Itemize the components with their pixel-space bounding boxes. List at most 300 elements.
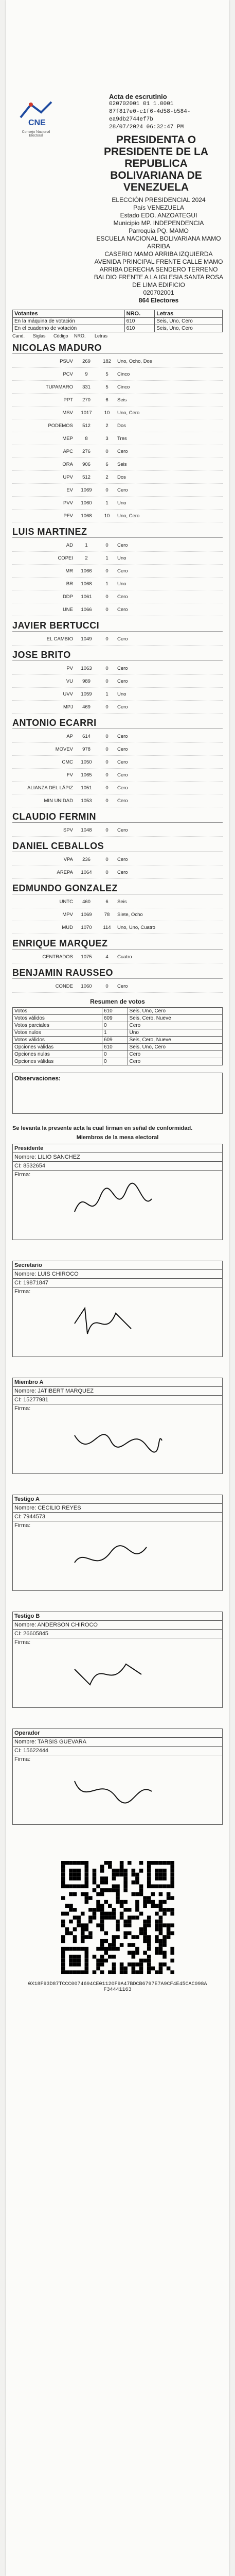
row-maquina-letras: Seis, Uno, Cero: [155, 318, 223, 325]
party-row: [12, 419, 223, 432]
member-firma: [13, 1638, 222, 1707]
party-votos: 0: [105, 487, 109, 493]
party-codigo: 1069: [81, 487, 92, 493]
party-letras: Cero: [117, 704, 128, 710]
party-siglas: VPA: [63, 856, 73, 862]
party-votos: 1: [105, 581, 109, 587]
party-letras: Cero: [117, 606, 128, 613]
member-nombre: Nombre: JATIBERT MARQUEZ: [13, 1387, 222, 1396]
party-siglas: MR: [65, 568, 73, 574]
qr-code: [61, 1861, 174, 1974]
municipio: Municipio MP. INDEPENDENCIA: [113, 219, 204, 227]
member-nombre: Nombre: TARSIS GUEVARA: [13, 1738, 222, 1747]
firma-label: Firma:: [14, 1289, 31, 1295]
party-votos: 0: [105, 983, 109, 989]
th-nro: NRO.: [124, 310, 155, 318]
party-votos: 0: [105, 594, 109, 600]
election-name: ELECCIÓN PRESIDENCIAL 2024: [112, 196, 206, 204]
member-nombre: Nombre: LILIO SANCHEZ: [13, 1153, 222, 1162]
resumen-nro: 610: [102, 1008, 128, 1015]
signature-mark: [69, 1649, 172, 1700]
resumen-row: [13, 1015, 223, 1022]
member-block: [12, 1495, 223, 1591]
party-votos: 0: [105, 785, 109, 791]
resumen-nro: 0: [102, 1051, 128, 1058]
party-row: [12, 730, 223, 743]
party-siglas: PCV: [63, 371, 73, 377]
party-row: [12, 895, 223, 908]
member-firma: [13, 1171, 222, 1240]
members-list: [6, 1144, 229, 1845]
party-codigo: 1059: [81, 691, 92, 697]
resumen-letras: Seis, Cero, Nueve: [128, 1037, 222, 1044]
resumen-nro: 0: [102, 1058, 128, 1065]
party-siglas: AP: [66, 733, 73, 739]
party-letras: Seis: [117, 899, 127, 905]
party-row: [12, 539, 223, 552]
member-gap: [6, 1357, 229, 1378]
party-letras: Seis: [117, 397, 127, 403]
party-codigo: 1064: [81, 869, 92, 875]
party-letras: Cero: [117, 568, 128, 574]
member-block: [12, 1261, 223, 1357]
resumen-nro: 1: [102, 1029, 128, 1037]
sub-nro: NRO.: [74, 333, 86, 338]
party-siglas: COPEI: [58, 555, 73, 561]
party-codigo: 1065: [81, 772, 92, 778]
party-siglas: TUPAMARO: [45, 384, 73, 390]
party-codigo: 1068: [81, 581, 92, 587]
row-cuaderno-label: En el cuaderno de votación: [13, 325, 125, 332]
candidate-name: NICOLAS MADURO: [12, 343, 223, 354]
party-siglas: APC: [63, 448, 73, 454]
party-codigo: 1053: [81, 798, 92, 804]
party-codigo: 1069: [81, 911, 92, 918]
member-ci: CI: 15277981: [13, 1396, 222, 1404]
resumen-row: [13, 1044, 223, 1051]
row-maquina-label: En la máquina de votación: [13, 318, 125, 325]
signature-mark: [69, 1766, 172, 1817]
sub-letras: Letras: [95, 333, 108, 338]
party-votos: 6: [105, 397, 109, 403]
party-codigo: 1049: [81, 636, 92, 642]
party-codigo: 1063: [81, 665, 92, 671]
resumen-row: [13, 1037, 223, 1044]
party-row: [12, 701, 223, 714]
resumen-letras: Seis, Cero, Nueve: [128, 1015, 222, 1022]
member-ci: CI: 19871847: [13, 1279, 222, 1287]
candidate-name: BENJAMIN RAUSSEO: [12, 968, 223, 979]
party-votos: 0: [105, 746, 109, 752]
party-letras: Uno, Uno, Cuatro: [117, 924, 155, 930]
member-block: [12, 1612, 223, 1708]
parroquia: Parroquia PQ. MAMO: [129, 227, 189, 234]
member-nombre: Nombre: CECILIO REYES: [13, 1504, 222, 1513]
member-firma: [13, 1755, 222, 1824]
estado: Estado EDO. ANZOATEGUI: [120, 212, 197, 219]
party-letras: Cero: [117, 827, 128, 833]
acta-datetime: 28/07/2024 06:32:47 PM: [109, 124, 184, 130]
party-row: [12, 590, 223, 603]
party-codigo: 331: [82, 384, 91, 390]
acta-ticket: [6, 0, 229, 2576]
signature-mark: [69, 1298, 172, 1349]
party-siglas: MEP: [62, 435, 73, 442]
party-row: [12, 794, 223, 807]
party-row: [12, 445, 223, 458]
party-siglas: MIN UNIDAD: [44, 798, 73, 804]
signature-mark: [69, 1532, 172, 1583]
party-row: [12, 458, 223, 471]
party-row: [12, 394, 223, 406]
party-row: [12, 951, 223, 963]
member-ci: CI: 15622444: [13, 1747, 222, 1755]
electores: 864 Electores: [138, 297, 179, 304]
party-letras: Seis: [117, 461, 127, 467]
candidate-name: ENRIQUE MARQUEZ: [12, 938, 223, 950]
member-role: Presidente: [13, 1144, 222, 1153]
direccion: CASERIO MAMO ARRIBA IZQUIERDA AVENIDA PRINCIPAL FRENTE CALLE MAMO ARRIBA DERECHA SENDERO TERRENO BALDIO FRENTE A LA IGLESIA SANTA ROSA DE LIMA EDIFICIO: [94, 250, 224, 289]
member-role: Operador: [13, 1729, 222, 1738]
party-row: [12, 824, 223, 837]
party-votos: 2: [105, 422, 109, 429]
resumen-nro: 609: [102, 1037, 128, 1044]
party-codigo: 2: [85, 555, 88, 561]
member-gap: [6, 1591, 229, 1612]
resumen-letras: Seis, Uno, Cero: [128, 1008, 222, 1015]
party-codigo: 1066: [81, 606, 92, 613]
party-siglas: EV: [66, 487, 73, 493]
signature-mark: [69, 1415, 172, 1466]
observaciones-label: Observaciones:: [14, 1075, 61, 1082]
party-letras: Uno, Cero: [117, 513, 140, 519]
party-votos: 0: [105, 665, 109, 671]
party-row: [12, 908, 223, 921]
party-siglas: PODEMOS: [48, 422, 73, 429]
party-letras: Cero: [117, 772, 128, 778]
party-votos: 0: [105, 568, 109, 574]
codigo: 020702001: [143, 289, 174, 296]
resumen-row: [13, 1058, 223, 1065]
party-votos: 10: [104, 513, 110, 519]
party-votos: 1: [105, 555, 109, 561]
party-letras: Cero: [117, 594, 128, 600]
resumen-label: Opciones nulas: [13, 1051, 102, 1058]
pais: País VENEZUELA: [133, 204, 184, 211]
party-siglas: UNTC: [59, 899, 73, 905]
party-siglas: AD: [66, 542, 73, 548]
member-block: [12, 1144, 223, 1240]
party-letras: Cinco: [117, 371, 130, 377]
resumen-letras: Uno: [128, 1029, 222, 1037]
party-siglas: AREPA: [57, 869, 73, 875]
party-codigo: 512: [82, 474, 91, 480]
firma-label: Firma:: [14, 1522, 31, 1529]
party-siglas: SPV: [63, 827, 73, 833]
party-letras: Cero: [117, 678, 128, 684]
party-codigo: 236: [82, 856, 91, 862]
header: [6, 0, 229, 185]
party-codigo: 469: [82, 704, 91, 710]
party-codigo: 1060: [81, 500, 92, 506]
party-siglas: UVV: [63, 691, 73, 697]
party-codigo: 989: [82, 678, 91, 684]
acta-title: Acta de escrutinio: [109, 93, 167, 100]
party-siglas: PSUV: [60, 358, 73, 364]
member-block: [12, 1728, 223, 1825]
member-ci: CI: 7944573: [13, 1513, 222, 1521]
member-role: Miembro A: [13, 1378, 222, 1387]
party-codigo: 1050: [81, 759, 92, 765]
party-row: [12, 980, 223, 993]
party-codigo: 978: [82, 746, 91, 752]
member-nombre: Nombre: ANDERSON CHIROCO: [13, 1621, 222, 1630]
resumen-label: Opciones válidas: [13, 1044, 102, 1051]
party-siglas: FV: [66, 772, 73, 778]
party-row: [12, 603, 223, 616]
party-votos: 10: [104, 410, 110, 416]
party-siglas: PPT: [63, 397, 73, 403]
member-ci: CI: 26605845: [13, 1630, 222, 1638]
member-role: Testigo A: [13, 1495, 222, 1504]
party-votos: 0: [105, 856, 109, 862]
party-row: [12, 633, 223, 646]
logo-subtitle: Consejo Nacional Electoral: [22, 130, 50, 138]
president-title: PRESIDENTA O PRESIDENTE DE LA REPUBLICA BOLIVARIANA DE VENEZUELA: [103, 134, 209, 193]
resumen-label: Votos válidos: [13, 1015, 102, 1022]
party-codigo: 906: [82, 461, 91, 467]
party-siglas: CMC: [62, 759, 73, 765]
party-votos: 1: [105, 691, 109, 697]
party-letras: Cero: [117, 798, 128, 804]
party-letras: Cinco: [117, 384, 130, 390]
party-codigo: 9: [85, 371, 88, 377]
acta-code: 020702001 01 1.0001: [109, 101, 174, 107]
party-siglas: ALIANZA DEL LÁPIZ: [27, 785, 73, 791]
party-codigo: 1068: [81, 513, 92, 519]
resumen-nro: 609: [102, 1015, 128, 1022]
party-codigo: 1048: [81, 827, 92, 833]
party-letras: Uno: [117, 581, 126, 587]
party-votos: 114: [103, 924, 111, 930]
party-siglas: MSV: [62, 410, 73, 416]
party-row: [12, 432, 223, 445]
signature-mark: [69, 1181, 172, 1232]
firma-label: Firma:: [14, 1639, 31, 1646]
party-codigo: 1051: [81, 785, 92, 791]
party-codigo: 1075: [81, 954, 92, 960]
party-siglas: ORA: [62, 461, 73, 467]
party-siglas: VU: [66, 678, 73, 684]
resumen-label: Votos válidos: [13, 1037, 102, 1044]
party-codigo: 1070: [81, 924, 92, 930]
party-votos: 0: [105, 448, 109, 454]
party-votos: 0: [105, 542, 109, 548]
votantes-table: [12, 310, 223, 332]
sub-siglas: Siglas: [33, 333, 46, 338]
party-letras: Cero: [117, 448, 128, 454]
party-row: [12, 921, 223, 934]
party-row: [12, 510, 223, 522]
candidate-name: JOSE BRITO: [12, 650, 223, 661]
party-letras: Cero: [117, 869, 128, 875]
party-siglas: MUD: [62, 924, 73, 930]
party-siglas: MPV: [62, 911, 73, 918]
firma-label: Firma:: [14, 1172, 31, 1178]
party-letras: Cero: [117, 759, 128, 765]
party-votos: 0: [105, 704, 109, 710]
party-letras: Uno, Ocho, Dos: [117, 358, 152, 364]
party-votos: 0: [105, 733, 109, 739]
party-letras: Uno: [117, 691, 126, 697]
firma-label: Firma:: [14, 1756, 31, 1762]
row-cuaderno-letras: Seis, Uno, Cero: [155, 325, 223, 332]
party-row: [12, 552, 223, 565]
member-role: Secretario: [13, 1261, 222, 1270]
resumen-label: Votos parciales: [13, 1022, 102, 1029]
svg-text:CNE: CNE: [28, 118, 46, 127]
party-siglas: UPV: [63, 474, 73, 480]
party-votos: 5: [105, 371, 109, 377]
party-codigo: 270: [82, 397, 91, 403]
party-row: [12, 769, 223, 782]
party-row: [12, 484, 223, 497]
party-letras: Tres: [117, 435, 127, 442]
escuela: ESCUELA NACIONAL BOLIVARIANA MAMO ARRIBA: [96, 235, 221, 250]
party-votos: 182: [103, 358, 111, 364]
th-letras: Letras: [155, 310, 223, 318]
resumen-label: Votos: [13, 1008, 102, 1015]
party-votos: 5: [105, 384, 109, 390]
party-letras: Cero: [117, 542, 128, 548]
party-votos: 4: [105, 954, 109, 960]
party-codigo: 614: [82, 733, 91, 739]
party-row: [12, 406, 223, 419]
resumen-letras: Cero: [128, 1022, 222, 1029]
member-nombre: Nombre: LUIS CHIROCO: [13, 1270, 222, 1279]
member-firma: [13, 1287, 222, 1357]
party-row: [12, 471, 223, 484]
candidate-name: LUIS MARTINEZ: [12, 527, 223, 538]
party-votos: 3: [105, 435, 109, 442]
resumen-title: Resumen de votos: [90, 998, 145, 1005]
resumen-row: [13, 1029, 223, 1037]
party-row: [12, 662, 223, 675]
party-codigo: 1060: [81, 983, 92, 989]
candidate-name: CLAUDIO FERMIN: [12, 811, 223, 823]
party-letras: Siete, Ocho: [117, 911, 143, 918]
party-row: [12, 866, 223, 879]
member-block: [12, 1378, 223, 1474]
party-letras: Uno: [117, 500, 126, 506]
acta-hash: 87f817e0-c1f6-4d58-b584-ea9db2744ef7b: [109, 109, 191, 123]
resumen-table: [12, 1007, 223, 1065]
row-maquina-nro: 610: [124, 318, 155, 325]
miembros-title: Miembros de la mesa electoral: [76, 1134, 159, 1141]
resumen-letras: Cero: [128, 1058, 222, 1065]
party-votos: 0: [105, 636, 109, 642]
resumen-nro: 610: [102, 1044, 128, 1051]
member-ci: CI: 8532654: [13, 1162, 222, 1171]
resumen-letras: Cero: [128, 1051, 222, 1058]
party-letras: Dos: [117, 422, 126, 429]
member-gap: [6, 1240, 229, 1261]
resumen-row: [13, 1051, 223, 1058]
party-row: [12, 355, 223, 368]
resumen-label: Votos nulos: [13, 1029, 102, 1037]
party-codigo: 512: [82, 422, 91, 429]
party-siglas: EL CAMBIO: [46, 636, 73, 642]
party-letras: Cero: [117, 983, 128, 989]
party-siglas: UNE: [62, 606, 73, 613]
party-row: [12, 565, 223, 578]
member-role: Testigo B: [13, 1612, 222, 1621]
party-codigo: 1066: [81, 568, 92, 574]
observaciones-box: [12, 1073, 223, 1114]
party-siglas: CONDE: [55, 983, 73, 989]
party-row: [12, 853, 223, 866]
party-letras: Cero: [117, 746, 128, 752]
party-row: [12, 743, 223, 756]
party-letras: Cuatro: [117, 954, 132, 960]
party-letras: Cero: [117, 785, 128, 791]
party-row: [12, 675, 223, 688]
party-siglas: MOVEV: [55, 746, 73, 752]
resumen-row: [13, 1008, 223, 1015]
party-codigo: 1: [85, 542, 88, 548]
election-info: [6, 196, 229, 304]
sign-intro: Se levanta la presente acta la cual firman en señal de conformidad.: [12, 1125, 193, 1131]
firma-label: Firma:: [14, 1405, 31, 1412]
party-votos: 0: [105, 678, 109, 684]
party-siglas: PV: [66, 665, 73, 671]
party-row: [12, 381, 223, 394]
sub-cand: Cand.: [12, 333, 25, 338]
party-votos: 78: [104, 911, 110, 918]
party-votos: 0: [105, 827, 109, 833]
party-letras: Cero: [117, 733, 128, 739]
member-gap: [6, 1474, 229, 1495]
party-letras: Cero: [117, 487, 128, 493]
party-votos: 0: [105, 869, 109, 875]
party-siglas: CENTRADOS: [42, 954, 73, 960]
sub-header: [12, 333, 223, 338]
party-votos: 2: [105, 474, 109, 480]
votes-box: [12, 310, 223, 1065]
party-codigo: 8: [85, 435, 88, 442]
th-votantes: Votantes: [13, 310, 125, 318]
party-codigo: 1017: [81, 410, 92, 416]
member-gap: [6, 1708, 229, 1728]
member-firma: [13, 1521, 222, 1590]
party-letras: Uno: [117, 555, 126, 561]
candidate-name: JAVIER BERTUCCI: [12, 620, 223, 632]
resumen-label: Opciones válidas: [13, 1058, 102, 1065]
party-row: [12, 497, 223, 510]
party-siglas: MPJ: [63, 704, 73, 710]
party-letras: Dos: [117, 474, 126, 480]
resumen-row: [13, 1022, 223, 1029]
candidate-name: ANTONIO ECARRI: [12, 718, 223, 729]
member-firma: [13, 1404, 222, 1473]
candidates-list: [12, 343, 223, 993]
party-votos: 6: [105, 461, 109, 467]
resumen-nro: 0: [102, 1022, 128, 1029]
party-codigo: 276: [82, 448, 91, 454]
candidate-name: DANIEL CEBALLOS: [12, 841, 223, 852]
sub-codigo: Código: [53, 333, 68, 338]
party-codigo: 460: [82, 899, 91, 905]
